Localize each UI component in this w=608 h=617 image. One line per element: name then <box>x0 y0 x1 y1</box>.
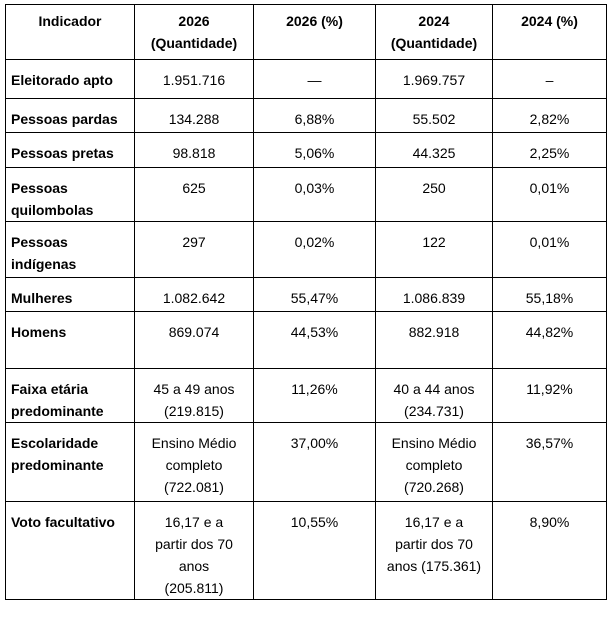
table-row <box>6 99 607 133</box>
header-2024-quantidade: 2024 (Quantidade) <box>376 5 493 60</box>
cell-2024-quantity: 16,17 e a partir dos 70 anos (175.361) <box>376 502 493 600</box>
cell-2026-quantity: 869.074 <box>135 312 254 369</box>
cell-2024-quantity: 44.325 <box>376 133 493 168</box>
cell-2026-quantity: 297 <box>135 222 254 278</box>
cell-2024-percent: 0,01% <box>493 168 607 222</box>
table-row <box>6 278 607 312</box>
cell-2026-quantity: Ensino Médio completo (722.081) <box>135 423 254 502</box>
header-2026-quantidade: 2026 (Quantidade) <box>135 5 254 60</box>
cell-2026-percent: 0,02% <box>254 222 376 278</box>
cell-2026-percent: 6,88% <box>254 99 376 133</box>
header-indicador: Indicador <box>6 5 135 60</box>
table-row <box>6 133 607 168</box>
cell-2024-percent: 44,82% <box>493 312 607 369</box>
cell-2026-percent: 37,00% <box>254 423 376 502</box>
table-row <box>6 423 607 502</box>
table-row <box>6 60 607 99</box>
row-indicator: Voto facultativo <box>6 502 135 600</box>
cell-2026-quantity: 1.951.716 <box>135 60 254 99</box>
cell-2026-quantity: 16,17 e a partir dos 70 anos (205.811) <box>135 502 254 600</box>
cell-2026-percent: 5,06% <box>254 133 376 168</box>
row-indicator: Pessoas indígenas <box>6 222 135 278</box>
cell-2026-quantity: 45 a 49 anos (219.815) <box>135 369 254 423</box>
row-indicator: Homens <box>6 312 135 369</box>
cell-2024-percent: 11,92% <box>493 369 607 423</box>
table-row <box>6 168 607 222</box>
header-2026-percent: 2026 (%) <box>254 5 376 60</box>
cell-2024-percent: 2,82% <box>493 99 607 133</box>
table-row <box>6 222 607 278</box>
table-row <box>6 502 607 600</box>
row-indicator: Pessoas pretas <box>6 133 135 168</box>
cell-2024-quantity: 40 a 44 anos (234.731) <box>376 369 493 423</box>
cell-2024-quantity: 55.502 <box>376 99 493 133</box>
table-row <box>6 369 607 423</box>
cell-2024-percent: 8,90% <box>493 502 607 600</box>
cell-2026-percent: 11,26% <box>254 369 376 423</box>
cell-2024-percent: 2,25% <box>493 133 607 168</box>
cell-2026-quantity: 134.288 <box>135 99 254 133</box>
row-indicator: Eleitorado apto <box>6 60 135 99</box>
header-2024-percent: 2024 (%) <box>493 5 607 60</box>
cell-2024-percent: – <box>493 60 607 99</box>
cell-2024-quantity: 1.086.839 <box>376 278 493 312</box>
row-indicator: Mulheres <box>6 278 135 312</box>
cell-2024-quantity: 250 <box>376 168 493 222</box>
cell-2026-quantity: 98.818 <box>135 133 254 168</box>
cell-2026-percent: — <box>254 60 376 99</box>
cell-2026-percent: 10,55% <box>254 502 376 600</box>
cell-2026-quantity: 1.082.642 <box>135 278 254 312</box>
row-indicator: Faixa etária predominante <box>6 369 135 423</box>
cell-2026-percent: 44,53% <box>254 312 376 369</box>
table-row <box>6 312 607 369</box>
row-indicator: Pessoas pardas <box>6 99 135 133</box>
table-header-row <box>6 5 607 60</box>
cell-2026-percent: 55,47% <box>254 278 376 312</box>
row-indicator: Escolaridade predominante <box>6 423 135 502</box>
cell-2026-percent: 0,03% <box>254 168 376 222</box>
cell-2024-quantity: Ensino Médio completo (720.268) <box>376 423 493 502</box>
cell-2024-quantity: 1.969.757 <box>376 60 493 99</box>
row-indicator: Pessoas quilombolas <box>6 168 135 222</box>
cell-2024-percent: 36,57% <box>493 423 607 502</box>
cell-2024-percent: 55,18% <box>493 278 607 312</box>
cell-2024-quantity: 122 <box>376 222 493 278</box>
cell-2026-quantity: 625 <box>135 168 254 222</box>
cell-2024-quantity: 882.918 <box>376 312 493 369</box>
cell-2024-percent: 0,01% <box>493 222 607 278</box>
electorate-table <box>5 4 607 600</box>
